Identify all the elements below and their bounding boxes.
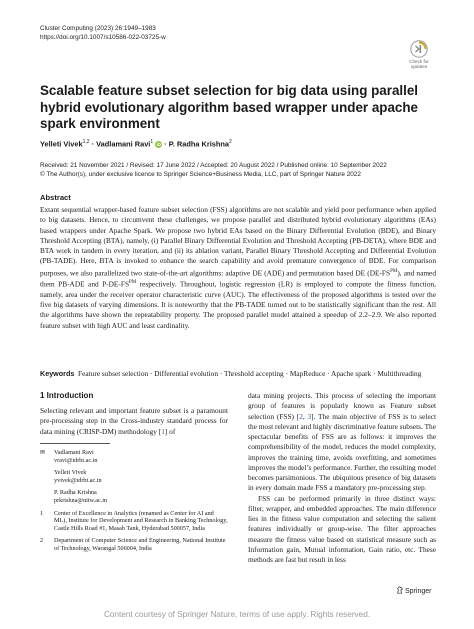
footnote-contact <box>40 489 228 504</box>
citation-link[interactable]: 2 <box>299 411 303 421</box>
abstract-text: Extant sequential wrapper-based feature subset selection (FSS) algorithms are not scalable and yield poor performance when applied to big datasets. Hence, to circumvent these challenges, we propose parallel and distributed hybrid evolutionary algorithms (EAs) based wrappers under Apache Spark. We propose two hybrid EAs based on the Binary Differential Evolution (BDE), and Binary Threshold Accepting (BTA), namely, (i) Parallel Binary Differential Evolution and Threshold Accepting (PB-DETA), where BDE and BTA work in tandem in every iteration, and (ii) its ablation variant, Parallel Binary Threshold Accepting and Differential Evolution (PB-TADE). Here, BTA is invoked to enhance the search capability and avoid premature convergence of BDE. For comparison purposes, we also parallelized two state-of-the-art algorithms: adaptive DE (ADE) and permutation based DE $(DE-FS^{PM})$, and named them PB-ADE and $P-DE-FS^{PM}$ respectively. Throughout, logistic regression (LR) is employed to compute the fitness function, namely, area under the receiver operator characteristic curve (AUC). The effectiveness of the proposed algorithms is tested over the five big datasets of varying dimensions. It is noteworthy that the PB-TADE turned out to be statistically significant than the rest. All the algorithms have shown the repeatability property. The proposed parallel model attained a speedup of 2.2–2.9. We also reported feature subset with high AUC and least cardinality. <box>40 205 437 330</box>
intro-right-column <box>248 391 436 565</box>
contact-name: Yelleti Vivek <box>54 469 87 477</box>
footnote-divider <box>40 443 110 444</box>
author-list <box>40 137 232 149</box>
affiliation-number: 2 <box>40 537 44 545</box>
contact-name: Vadlamani Ravi <box>54 449 94 456</box>
contact-email[interactable]: vravi@idrbt.ac.in <box>54 456 98 464</box>
intro-right-paragraph-2: FSS can be performed primarily in three distinct ways: filter, wrapper, and embedded approaches. The main difference lies in the fitness value computation and selecting the salient features individually or group-wise. The filter approaches measure the fitness value based on statistical measure such as Information gain, Mutual information, Gain ratio, etc. These methods are fast but result in less <box>248 493 436 564</box>
paper-title: Scalable feature subset selection for big data using parallel hybrid evolutionary algorithm based wrapper under apache spark environment <box>40 83 419 132</box>
keywords-label: Keywords <box>40 369 75 378</box>
doi-link[interactable]: https://doi.org/10.1007/s10586-022-03725-w <box>40 34 166 41</box>
contact-email[interactable]: prkrishna@nitw.ac.in <box>54 496 108 504</box>
intro-left-column <box>40 406 228 437</box>
footnote-contact <box>40 469 228 484</box>
check-for-updates-label: Check for updates <box>409 59 429 69</box>
footnotes <box>40 449 228 553</box>
contact-name: P. Radha Krishna <box>54 489 97 497</box>
check-for-updates-icon <box>410 40 428 58</box>
contact-email[interactable]: yvivek@idrbt.ac.in <box>54 476 102 484</box>
intro-right-paragraph-1: data mining projects. This process of selecting the important group of features is popularly known as Feature subset selection (FSS) [2, 3]. The main objective of FSS is to select the most relevant and highly discriminative feature subsets. The spectacular benefits of FSS are as follows: it improves the comprehensibility of the model, reduces the model complexity, improves the training time, avoids overfitting, and sometimes improves the model’s performance. Further, the resulting model becomes parsimonious. The ubiquitous presence of big datasets in every domain made FSS a mandatory pre-processing step. <box>248 391 437 493</box>
check-for-updates-badge[interactable] <box>404 40 434 69</box>
keywords <box>40 369 436 379</box>
author-name[interactable]: Yelleti Vivek <box>40 139 83 149</box>
author-name[interactable]: P. Radha Krishna <box>168 139 230 149</box>
abstract-heading: Abstract <box>40 193 71 202</box>
orcid-icon[interactable]: iD <box>156 142 161 148</box>
introduction-heading: 1 Introduction <box>40 391 94 400</box>
affiliation-text: Department of Computer Science and Engineering, National Institute of Technology, Warangal 506004, India <box>54 537 226 552</box>
author-separator: · <box>89 139 97 149</box>
affiliation-number: 1 <box>40 509 44 517</box>
footnote-contact <box>40 449 228 464</box>
citation-link[interactable]: 3 <box>307 411 312 421</box>
affiliation <box>40 537 228 552</box>
author-affiliation-mark: 1 <box>150 139 154 145</box>
author-affiliation-mark: 2 <box>229 139 232 145</box>
affiliation-text: Center of Excellence in Analytics (renamed as Center for AI and ML), Institute for Development and Research in Banking Technology, Castle Hills Road #1, Masab Tank, Hyderabad 500057, India <box>54 509 228 532</box>
affiliation <box>40 510 228 533</box>
publisher-logo <box>396 586 431 595</box>
envelope-icon: ✉ <box>40 449 46 456</box>
author-affiliation-mark: 1,2 <box>82 139 90 145</box>
copyright-line: © The Author(s), under exclusive licence to Springer Science+Business Media, LLC, part of Springer Nature 2022 <box>40 171 361 178</box>
citation-link[interactable]: 1 <box>161 426 165 436</box>
journal-header <box>40 24 166 42</box>
springer-horse-icon <box>396 586 404 594</box>
keywords-list: Feature subset selection · Differential evolution · Threshold accepting · MapReduce · Apache spark · Multithreading <box>78 369 422 378</box>
journal-citation: Cluster Computing (2023) 26:1949–1983 <box>40 25 156 32</box>
publisher-name: Springer <box>405 588 432 595</box>
publication-dates <box>40 161 387 179</box>
courtesy-notice: Content courtesy of Springer Nature, terms of use apply. Rights reserved. <box>103 610 371 619</box>
author-separator: · <box>162 139 169 149</box>
intro-left-paragraph: Selecting relevant and important feature subset is a paramount pre-processing step in the Cross-industry standard process for data mining (CRISP-DM) methodology [1] of <box>40 406 228 436</box>
history-dates: Received: 21 November 2021 / Revised: 17 June 2022 / Accepted: 20 August 2022 / Published online: 10 September 2022 <box>40 162 387 169</box>
author-name[interactable]: Vadlamani Ravi <box>96 139 151 149</box>
